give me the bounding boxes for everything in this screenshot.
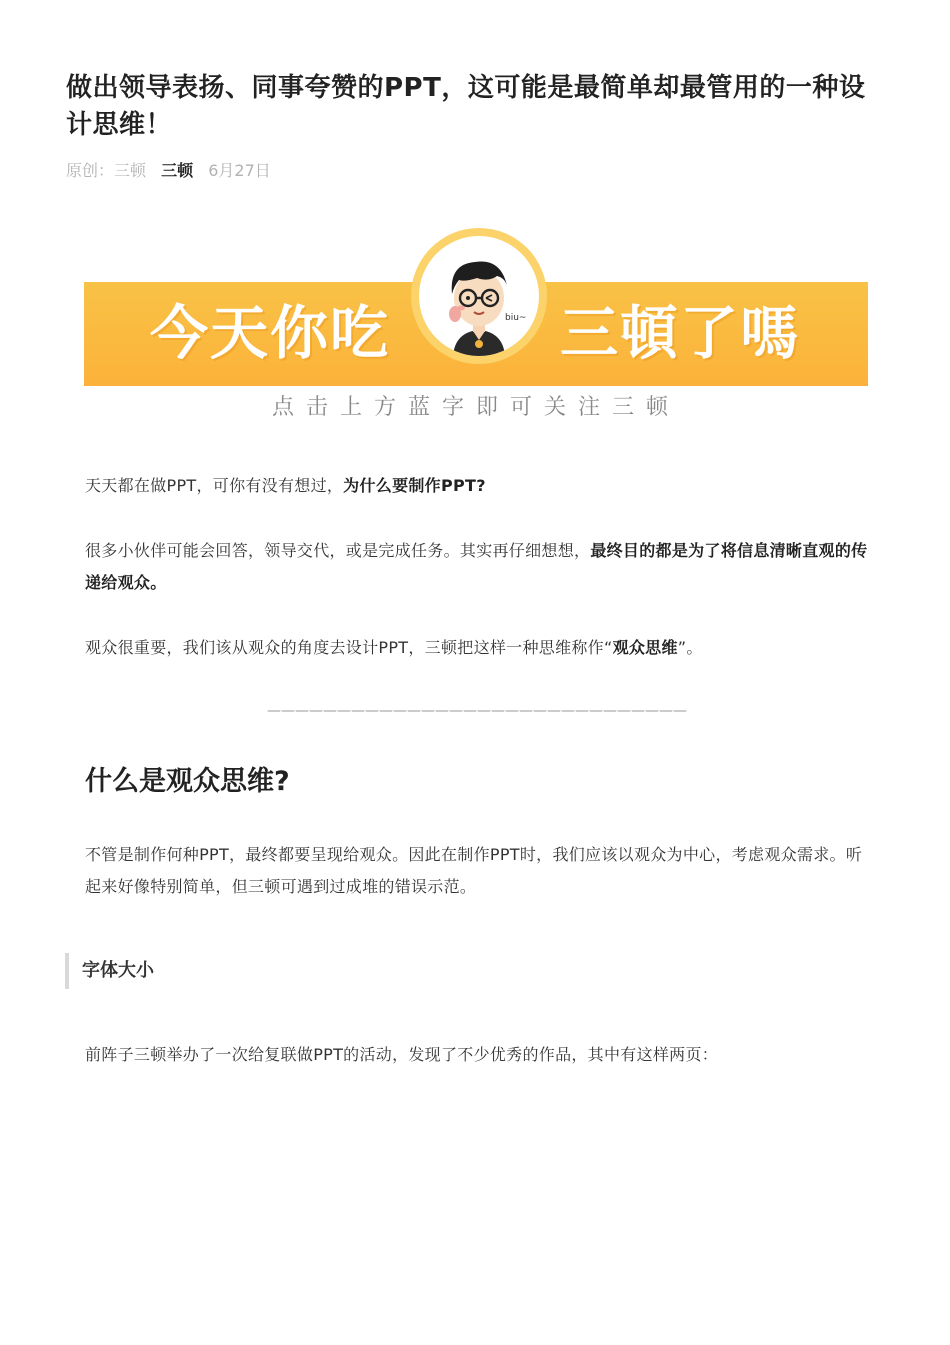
cartoon-avatar-icon — [419, 236, 539, 356]
paragraph-4: 不管是制作何种PPT，最终都要呈现给观众。因此在制作PPT时，我们应该以观众为中心，考虑观众需求。听起来好像特别简单，但三顿可遇到过成堆的错误示范。 — [85, 845, 863, 896]
paragraph-1 — [85, 470, 869, 502]
paragraph-2-bold: 最终目的都是为了将信息清晰直观的传递给观众。 — [85, 541, 868, 592]
paragraph-1-text: 天天都在做PPT，可你有没有想过， — [85, 476, 344, 495]
original-label-text: 原创： — [66, 161, 115, 180]
original-label — [66, 161, 146, 180]
paragraph-2 — [85, 535, 869, 599]
section-title: 什么是观众思维? — [85, 766, 290, 797]
subsection-title: 字体大小 — [65, 953, 154, 989]
account-link[interactable]: 三顿 — [161, 161, 194, 180]
article-title: 做出领导表扬、同事夸赞的PPT，这可能是最简单却最管用的一种设计思维！ — [66, 73, 866, 140]
section-divider: —————————————————————————————— — [267, 703, 687, 719]
author-name: 三顿 — [114, 161, 147, 180]
banner-left-text: 今天你吃 — [150, 299, 391, 367]
banner-caption: 点击上方蓝字即可关注三顿 — [271, 395, 680, 420]
paragraph-3-bold: 观众思维 — [612, 638, 678, 657]
paragraph-5: 前阵子三顿举办了一次给复联做PPT的活动，发现了不少优秀的作品，其中有这样两页： — [85, 1045, 719, 1064]
paragraph-2-text: 很多小伙伴可能会回答，领导交代，或是完成任务。其实再仔细想想， — [85, 541, 591, 560]
follow-banner[interactable] — [84, 215, 868, 430]
article-meta — [66, 158, 281, 184]
paragraph-3-text: 观众很重要，我们该从观众的角度去设计PPT，三顿把这样一种思维称作“ — [85, 638, 613, 657]
avatar-tag: biu~ — [505, 313, 527, 323]
banner-right-text: 三頓了嗎 — [560, 299, 801, 367]
publish-date: 6月27日 — [208, 161, 271, 180]
paragraph-3 — [85, 632, 869, 664]
paragraph-3-end: ”。 — [677, 638, 703, 657]
avatar — [419, 236, 539, 356]
paragraph-1-bold: 为什么要制作PPT? — [343, 476, 486, 495]
